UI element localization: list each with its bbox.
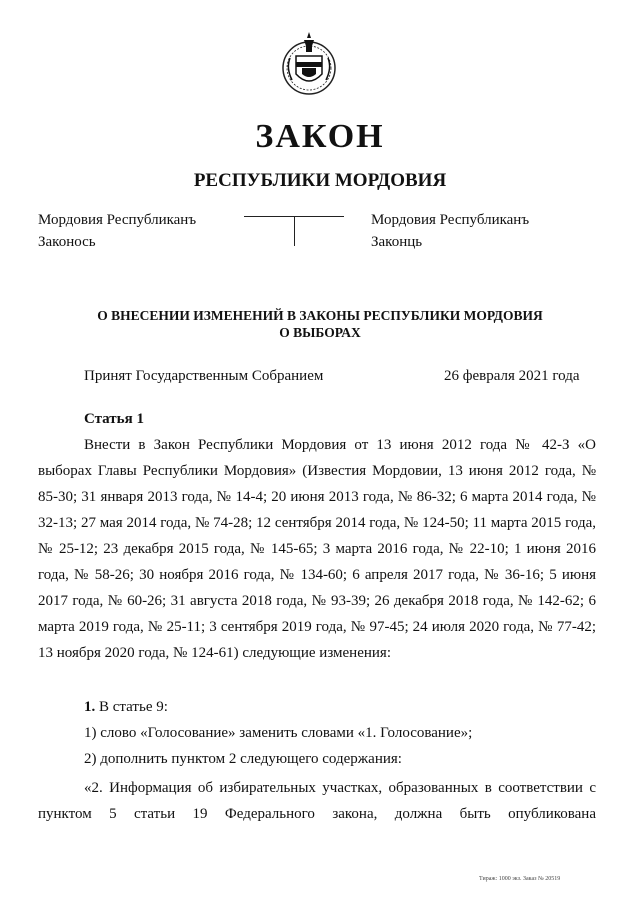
article-intro-paragraph: Внести в Закон Республики Мордовия от 13 июня 2012 года № 42-З «О выборах Главы Республики Мордовия» (Известия Мордовии, 13 июня 2012 года, № 85-30; 31 января 2013 года, № 14-4; 20 июня 2013 года, № 86-32; 6 марта 2014 года, № 32-13; 27 мая 2014 года, № 74-28; 12 сентября 2014 года, № 124-50; 11 марта 2015 года, № 25-12; 23 декабря 2015 года, № 145-65; 3 марта 2016 года, № 22-10; 1 июня 2016 года, № 58-26; 30 ноября 2016 года, № 134-60; 6 апреля 2017 года, № 36-16; 5 июня 2017 года, № 60-26; 31 августа 2018 года, № 93-39; 26 декабря 2018 года, № 142-62; 6 марта 2019 года, № 25-11; 3 сентября 2019 года, № 97-45; 24 июля 2020 года, № 77-42; 13 ноября 2020 года, № 124-61) следующие изменения: [38,437,596,661]
republic-emblem [280,28,338,102]
moksha-title-line2: Законось [38,234,96,250]
law-heading [80,307,560,341]
law-heading-line1: О ВНЕСЕНИИ ИЗМЕНЕНИЙ В ЗАКОНЫ РЕСПУБЛИКИ МОРДОВИЯ [97,308,543,323]
header-divider-vertical [294,216,295,246]
erzya-title-line2: Законць [371,234,423,250]
document-title: ЗАКОН [255,118,385,155]
adopted-date: 26 февраля 2021 года [444,368,580,384]
adopted-by: Принят Государственным Собранием [84,368,324,384]
moksha-title [38,209,196,253]
quoted-paragraph: «2. Информация об избирательных участках, образованных в соответствии с пунктом 5 статьи 19 Федерального закона, должна быть опубликована [38,780,596,822]
article-title: Статья 1 [84,411,144,427]
erzya-title [371,209,529,253]
document-subtitle: РЕСПУБЛИКИ МОРДОВИЯ [193,170,447,191]
law-heading-line2: О ВЫБОРАХ [279,325,361,340]
item-1-text: В статье 9: [95,699,168,715]
moksha-title-line1: Мордовия Республиканъ [38,212,197,228]
subitem-1: 1) слово «Голосование» заменить словами «1. Голосование»; [84,725,473,741]
subitem-2: 2) дополнить пунктом 2 следующего содержания: [84,751,402,767]
erzya-title-line1: Мордовия Республиканъ [371,212,530,228]
item-1 [84,699,168,716]
print-info: Тираж: 1000 экз. Заказ № 20519 [479,876,561,882]
item-1-number: 1. [84,699,96,715]
